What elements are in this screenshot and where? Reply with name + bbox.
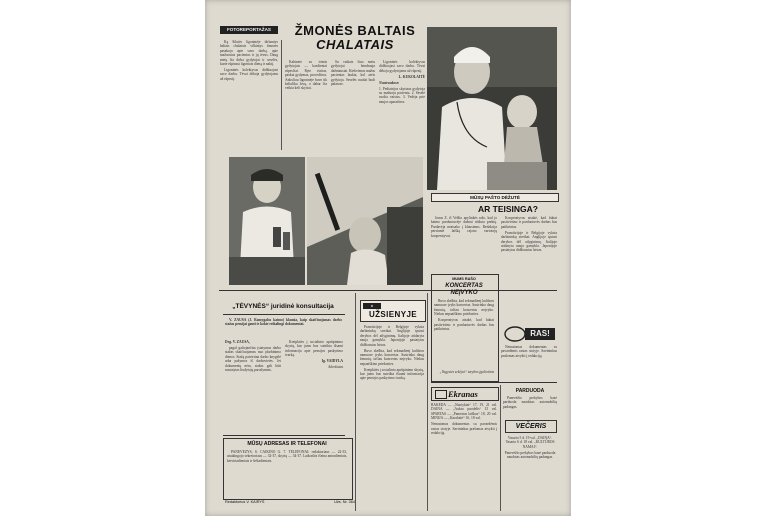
vec-text: Vasario 5 d. 19 val. „DAINA“. Vasario 6 d. 18 val. „KULTŪROS NAMAI“. Panevėžio prekybos bazė parduoda naudotas automobilių padangas. [504,436,556,460]
abroad-text: Prancūzijoje ir Belgijoje vyksta darbininkų streikai. Anglijoje tęsiasi derybos dėl atlyginimų. Italijoje atidaryta nauja gamykla. Japonijoje pastatytas didžiausias laivas. Buvo skelbta, kad sekmadienį kultūros namuose įvyks koncertas. Susirinko daug žmonių, tačiau koncertas neįvyko. Niekas nepaaiškino priežasties. Kreipkitės į socialinio aprūpinimo skyrių, kur jums bus suteikta išsami informacija apie pensijos paskyrimo tvarką. [360,325,424,381]
footer-order: Užs. Nr. 364 [334,500,355,504]
post-text: Jonas Z. iš Velžio apylinkės rašo, kad jo kaimo parduotuvėje dažnai trūksta prekių. Pardavėja neatsako į klausimus. Redakcija persiuntė laišką rajono vartotojų kooperatyvui. [431,216,497,238]
address-title: MŪSŲ ADRESAS IR TELEFONAI [247,441,327,447]
headline: ŽMONĖS BALTAIS CHALATAIS [294,23,416,52]
photo-apparatus [307,157,423,285]
found-header: RAS! [503,326,557,342]
found-text: Nematomas dokumentas su pavardėmis rastas stotyje. Savininkas prašomas atvykti į redakciją. [501,345,557,358]
address-text: PANEVĖŽYS, S. ČAIKINO G. 7. TELEFONAI: redaktoriaus — 22-33, atsakingojo sekretoriaus — 32-37, skyrių — 34-37. Laikraštis išeina antradieniais, ketvirtadieniais ir šeštadieniais. [227,450,347,463]
feature-column-3: Su vaikais šiuo metu gydytojai bendrauja dažniausiai. Kiekvienas mažas pacientas laukia, kol ateis gydytoja. Seselės nuolat budi palatose. [331,60,375,87]
feature-column-2: Kabinete su trimis gydytojais — kasdieniai rūpesčiai. Ryte vizitas, paskui gydymas, procedūros. Anksčiau ligoninėje buvo tik keliolika lovų, o dabar čia veikia keli skyriai. [285,60,327,91]
sale-text: Panevėžio prekybos bazė parduoda naudotas automobilių padangas. [503,396,557,409]
post-headline: AR TEISINGA? [478,204,538,214]
photo-nurse-child [427,27,557,190]
consultation-author: Ig. VAIDYLA [321,359,343,364]
post-box-banner: MŪSŲ PAŠTO DĖŽUTĖ [431,193,559,202]
vec-header: VEČERIS [505,420,557,433]
concert-pre: MUMS RAŠO [452,277,476,281]
concert-author: „Vagystės sekėjai“ tarybos įgaliotinis [439,370,494,374]
consultation-role: Advokatas [328,365,343,370]
feature-column-4: Ligoninės kolektyvas didžiuojasi savo darbu. Tėvai dėkoja gydytojams už rūpestį. L. KUKOLAITĖ Nuotraukose: 1. Pediatrijos skyriaus gydytoja su mažuoju pacientu. 2. Seselė ruošia vaistus. 3. Vedėja prie naujos aparatūros. [379,60,425,104]
consultation-title: „TĖVYNĖS“ juridinė konsultacija [232,303,334,310]
captions: 1. Pediatrijos skyriaus gydytoja su mažuoju pacientu. 2. Seselė ruošia vaistus. 3. Vedėja prie naujos aparatūros. [379,86,425,104]
photo-nurse-medicine [229,157,305,285]
rubric-label: FOTOREPORTAŽAS [220,26,278,34]
abroad-header: ★ UŽSIENYJE [360,300,426,322]
consultation-answer-cont: Kreipkitės į socialinio aprūpinimo skyrių, kur jums bus suteikta išsami informacija apie pensijos paskyrimo tvarką. Ig. VAIDYLA Advokatas [285,340,343,370]
feature-author: L. KUKOLAITĖ [398,74,425,79]
consultation-question: V. ZAUSA (J. Ramygalos kaimo) klausia, kaip skaičiuojamas darbo stažas pensijai gauti ir kokie reikalingi dokumentai. [225,318,342,327]
newspaper-page [205,0,571,516]
consultation-answer: Drg. V. ZAUSA, pagal galiojančius įstatymus darbo stažas skaičiuojamas nuo įdarbinimo dienos. Stažą patvirtina darbo knygelė arba pažymos iš darbovietės. Jei dokumentų nėra, stažas gali būti nustatytas liudytojų parodymais. [225,340,281,372]
cinema-text: BAKEDA — „Nuotykiai“ 17, 19, 21 val. DAINA — „Aukso puodelis“ 15 val. SPARTAS — „Pamestas laiškas“ 18, 20 val. MINIJA — „Karalaitė“ 16, 18 val. Nematomas dokumentas su pavardėmis rastas stotyje. Savininkas prašomas atvykti į redakciją. [431,403,497,435]
concert-text: Buvo skelbta, kad sekmadienį kultūros namuose įvyks koncertas. Susirinko daug žmonių, tačiau koncertas neįvyko. Niekas nepaaiškino priežasties. Kooperatyvas atsakė, kad faktai pasitvirtino ir parduotuvės darbas bus patikrintas. [434,299,494,331]
sale-title: PARDUODA [515,388,545,394]
concert-title: KONCERTAS NEĮVYKO [445,283,483,296]
footer-editor: Redaktorius V. KAIRYS [225,500,265,504]
feature-lead: Ką Šilutės ligoninėje dirbantys baltais chalatais vilkintys žmonės pasakoja apie savo darbą, apie mažuosius pacientus ir jų tėvus. Daug metų čia dirba gydytojai ir seselės, kurie rūpinasi ligoniais dieną ir naktį. Ligoninės kolektyvas didžiuojasi savo darbu. Tėvai dėkoja gydytojams už rūpestį. [220,40,278,81]
captions-head: Nuotraukose: [379,80,400,85]
ekranas-header: Ekranas [431,387,499,401]
post-text-cont: Kooperatyvas atsakė, kad faktai pasitvirtino ir parduotuvės darbas bus patikrintas. Prancūzijoje ir Belgijoje vyksta darbininkų streikai. Anglijoje tęsiasi derybos dėl atlyginimų. Italijoje atidaryta nauja gamykla. Japonijoje pastatytas didžiausias laivas. [501,216,557,253]
